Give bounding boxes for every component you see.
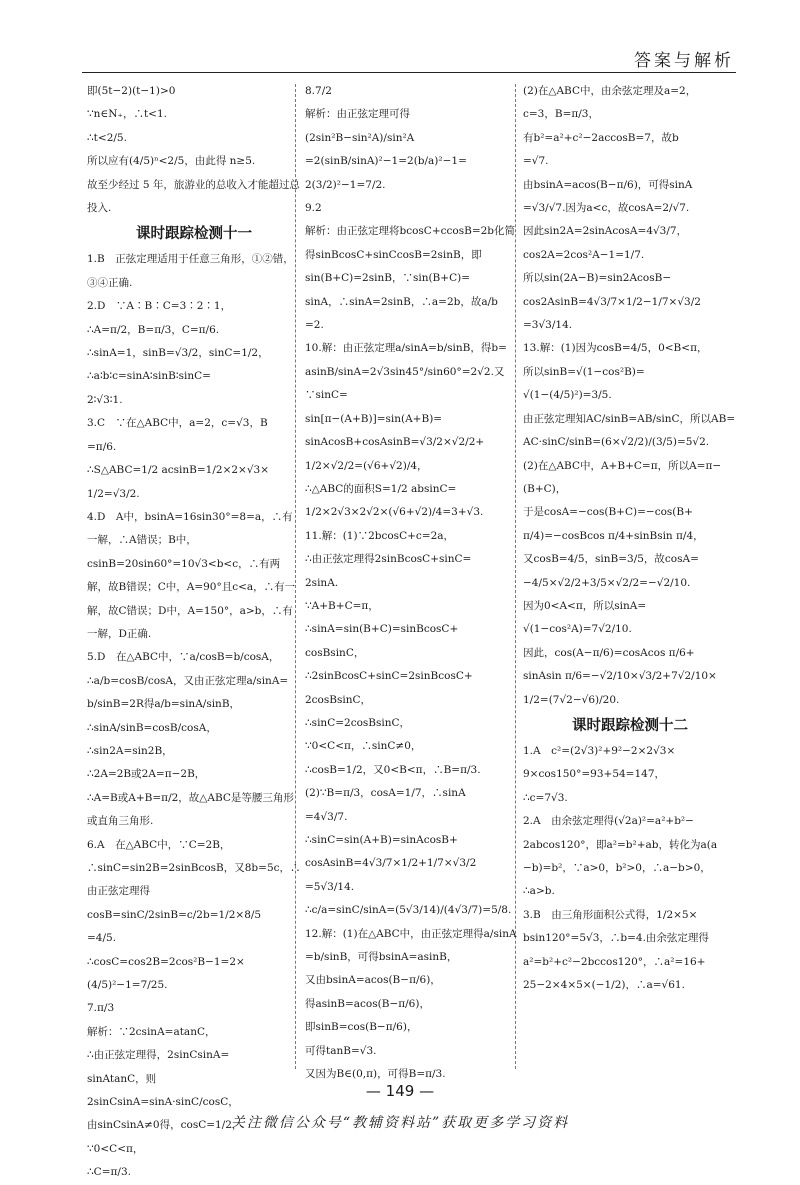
footer-note: 关注微信公众号“教辅资料站”获取更多学习资料 [230,1115,570,1131]
answer-text: 1.A c²=(2√3)²+9²−2×2√3× 9×cos150°=93+54=147， ∴c=7√3. 2.A 由余弦定理得(√2a)²=a²+b²− 2abcos120°，即a²=b²+ab，转化为a(a −b)=b²，∵a>0，b²>0，∴a−b>0， ∴a>b. 3.B 由三角形面积公式得，1/2×5× bsin120°=5√3，∴b=4.由余弦定理得 a²=b²+c²−2bccos120°，∴a²=16+ 25−2×4×5×(−1/2)，∴a=√61. [523,744,718,992]
answer-text: (2)在△ABC中，由余弦定理及a=2， c=3，B=π/3， 有b²=a²+c²−2accosB=7，故b =√7. 由bsinA=acos(B−π/6)，可得sinA =√3/√7.因为a<c，故cosA=2/√7. 因此sin2A=2sinAcosA=4√3/7， cos2A=2cos²A−1=1/7. 所以sin(2A−B)=sin2AcosB− cos2AsinB=4√3/7×1/2−1/7×√3/2 =3√3/14. 13.解：(1)因为cosB=4/5，0<B<π， 所以sinB=√(1−cos²B)= √(1−(4/5)²)=3/5. 由正弦定理知AC/sinB=AB/sinC，所以AB= AC·sinC/sinB=(6×√2/2)/(3/5)=5√2. (2)在△ABC中，A+B+C=π，所以A=π−(B+C)， 于是cosA=−cos(B+C)=−cos(B+ π/4)=−cosBcos π/4+sinBsin π/4， 又cosB=4/5，sinB=3/5，故cosA= −4/5×√2/2+3/5×√2/2=−√2/10. 因为0<A<π，所以sinA= √(1−cos²A)=7√2/10. 因此，cos(A−π/6)=cosAcos π/6+ sinAsin π/6=−√2/10×√3/2+7√2/10× 1/2=(7√2−√6)/20. [523,85,736,706]
answer-text: 8.7/2 解析：由正弦定理可得(2sin²B−sin²A)/sin²A =2(sinB/sinA)²−1=2(b/a)²−1= 2(3/2)²−1=7/2. 9.2 解析：由正弦定理将bcosC+ccosB=2b化简得sinBcosC+sinCcosB=2sinB，即sin(B+C)=2sinB，∵sin(B+C)= sinA，∴sinA=2sinB，∴a=2b，故a/b =2. 10.解：由正弦定理a/sinA=b/sinB，得b= asinB/sinA=2√3sin45°/sin60°=2√2.又∵sinC= sin[π−(A+B)]=sin(A+B)= sinAcosB+cosAsinB=√3/2×√2/2+ 1/2×√2/2=(√6+√2)/4， ∴△ABC的面积S=1/2 absinC= 1/2×2√3×2√2×(√6+√2)/4=3+√3. 11.解：(1)∵2bcosC+c=2a， ∴由正弦定理得2sinBcosC+sinC= 2sinA. ∵A+B+C=π， ∴sinA=sin(B+C)=sinBcosC+ cosBsinC， ∴2sinBcosC+sinC=2sinBcosC+ 2cosBsinC， ∴sinC=2cosBsinC， ∵0<C<π，∴sinC≠0， ∴cosB=1/2，又0<B<π，∴B=π/3. (2)∵B=π/3，cosA=1/7，∴sinA =4√3/7. ∴sinC=sin(A+B)=sinAcosB+ cosAsinB=4√3/7×1/2+1/7×√3/2 =5√3/14. ∴c/a=sinC/sinA=(5√3/14)/(4√3/7)=5/8. 12.解：(1)在△ABC中，由正弦定理得a/sinA =b/sinB，可得bsinA=asinB， 又由bsinA=acos(B−π/6)， 得asinB=acos(B−π/6)， 即sinB=cos(B−π/6)， 可得tanB=√3. 又因为B∈(0,π)，可得B=π/3. [305,85,517,1081]
section-title: 课时跟踪检测十一 [136,226,252,243]
answer-text: 即(5t−2)(t−1)>0 ∵n∈N₊，∴t<1. ∴t<2/5. 所以应有(4/5)ⁿ<2/5，由此得 n≥5. 故至少经过 5 年，旅游业的总收入才能超过总投入. [87,85,300,215]
column-middle [305,80,519,1081]
answer-text: 1.B 正弦定理适用于任意三角形，①②错，③④正确. 2.D ∵A∶B∶C=3∶2∶1， ∴A=π/2，B=π/3，C=π/6. ∴sinA=1，sinB=√3/2，sinC=1/2， ∴a∶b∶c=sinA∶sinB∶sinC= 2∶√3∶1. 3.C ∵在△ABC中，a=2，c=√3，B =π/6. ∴S△ABC=1/2 acsinB=1/2×2×√3× 1/2=√3/2. 4.D A中，bsinA=16sin30°=8=a，∴有一解，∴A错误；B中，csinB=20sin60°=10√3<b<c，∴有两解，故B错误；C中，A=90°且c<a，∴有一解，故C错误；D中，A=150°，a>b，∴有一解，D正确. 5.D 在△ABC中，∵a/cosB=b/cosA， ∴a/b=cosB/cosA，又由正弦定理a/sinA= b/sinB=2R得a/b=sinA/sinB， ∴sinA/sinB=cosB/cosA，∴sin2A=sin2B， ∴2A=2B或2A=π−2B， ∴A=B或A+B=π/2，故△ABC是等腰三角形或直角三角形. 6.A 在△ABC中，∵C=2B，∴sinC=sin2B=2sinBcosB，又8b=5c，∴由正弦定理得cosB=sinC/2sinB=c/2b=1/2×8/5 =4/5. ∴cosC=cos2B=2cos²B−1=2× (4/5)²−1=7/25. 7.π/3 解析：∵2csinA=atanC， ∴由正弦定理得，2sinCsinA= sinAtanC，则2sinCsinA=sinA·sinC/cosC， 由sinCsinA≠0得，cosC=1/2， ∵0<C<π， ∴C=π/3. [87,253,301,1179]
page-number: — 149 — [365,1082,435,1100]
column-right [523,80,737,1070]
header-rule [82,72,736,73]
page-header [0,0,800,72]
column-left [87,80,301,1179]
header-title: 答案与解析 [634,51,734,71]
section-title: 课时跟踪检测十二 [572,717,688,734]
